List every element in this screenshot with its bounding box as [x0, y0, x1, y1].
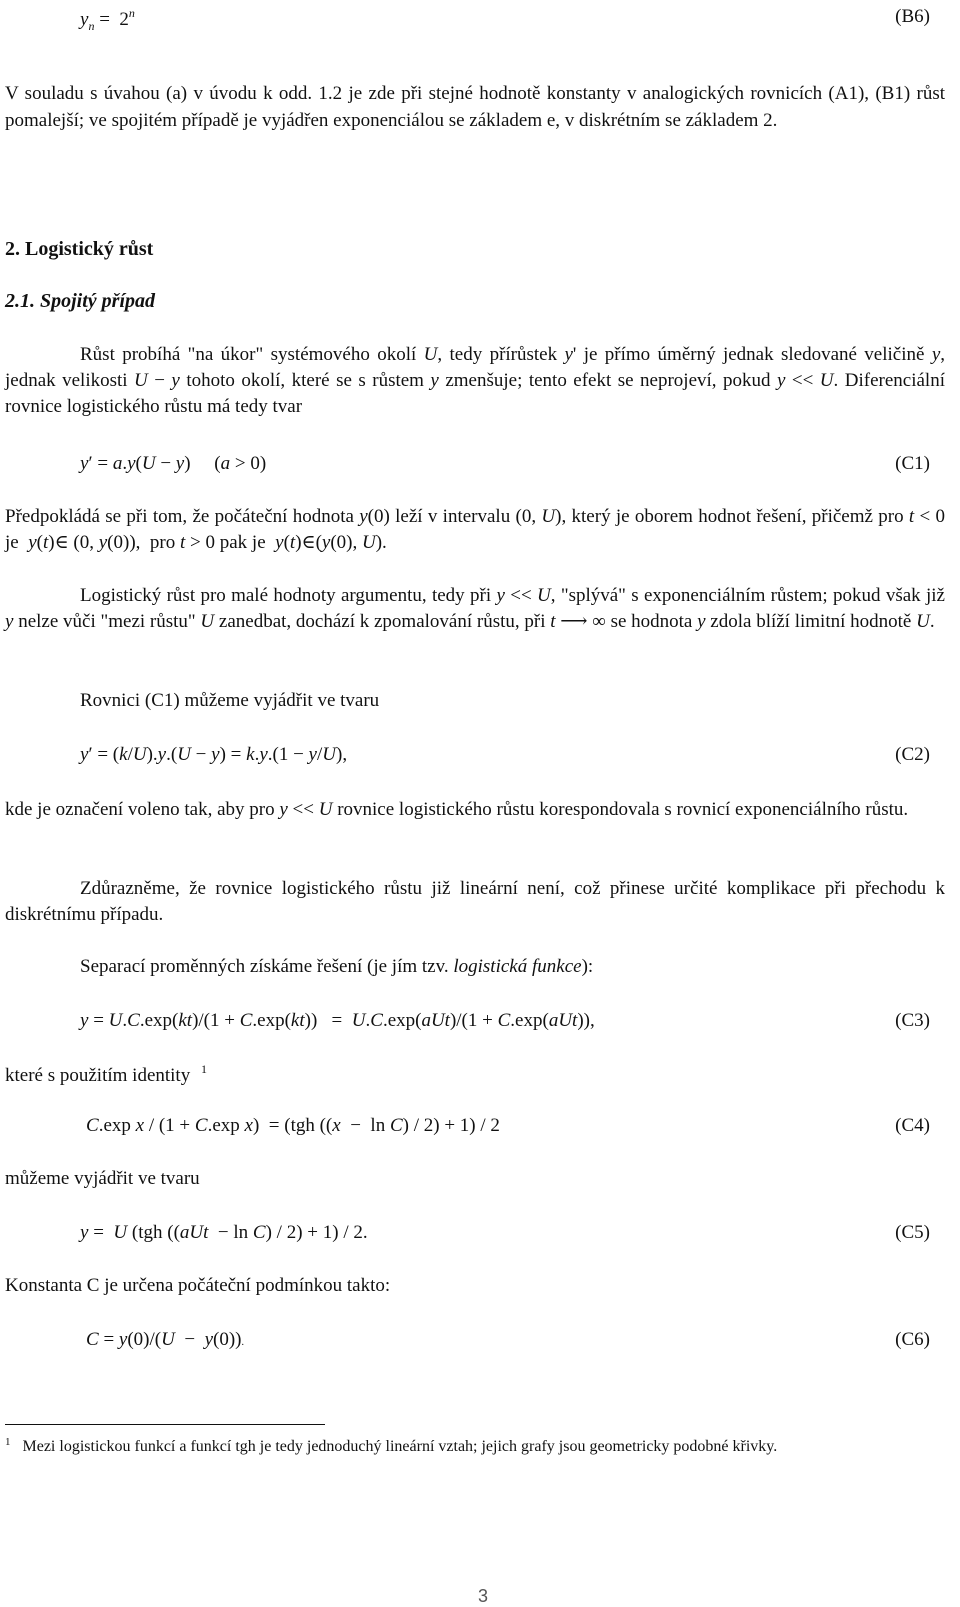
- section-heading: 2. Logistický růst: [5, 238, 154, 260]
- equation-b6: $y_n = 2^n$: [80, 6, 135, 33]
- equation-label-c3: (C3): [895, 1010, 930, 1031]
- footnote-reference: 1: [200, 1062, 207, 1076]
- subsection-heading: 2.1. Spojitý případ: [5, 290, 156, 312]
- equation-label-c2: (C2): [895, 744, 930, 765]
- equation-label-c5: (C5): [895, 1222, 930, 1243]
- c5-intro-text: můžeme vyjádřit ve tvaru: [5, 1168, 200, 1189]
- c4-intro: [5, 1062, 207, 1087]
- paragraph-separation: Separací proměnných získáme řešení (je jím tzv. logistická funkce):: [80, 956, 594, 977]
- equation-label-c1: (C1): [895, 453, 930, 474]
- equation-c3: y = U.C.exp(kt)/(1 + C.exp(kt)) = U.C.exp(aUt)/(1 + C.exp(aUt)),: [80, 1010, 595, 1031]
- footnote: [5, 1430, 935, 1459]
- intro-paragraph: V souladu s úvahou (a) v úvodu k odd. 1.2 je zde při stejné hodnotě konstanty v analogických rovnicích (A1), (B1) růst pomalejší; ve spojitém případě je vyjádřen exponenciálou se základem e, v diskrétním se základem 2.: [5, 83, 945, 131]
- equation-c4: C.exp x / (1 + C.exp x) = (tgh ((x − ln C) / 2) + 1) / 2: [86, 1115, 500, 1136]
- c4-intro-text: které s použitím identity: [5, 1065, 191, 1086]
- equation-label-b6: (B6): [895, 6, 930, 27]
- equation-c6: C = y(0)/(U − y(0)).: [86, 1329, 244, 1350]
- paragraph-initial-condition: Předpokládá se při tom, že počáteční hodnota y(0) leží v intervalu (0, U), který je oborem hodnot řešení, přičemž pro t < 0 je y(t)∈ (0, y(0)), pro t > 0 pak je y(t)∈(y(0), U).: [5, 506, 945, 553]
- equation-label-c6: (C6): [895, 1329, 930, 1350]
- equation-c1: y′ = a.y(U − y) (a > 0): [80, 453, 267, 474]
- equation-c5: y = U (tgh ((aUt − ln C) / 2) + 1) / 2.: [80, 1222, 368, 1243]
- equation-label-c4: (C4): [895, 1115, 930, 1136]
- footnote-text: Mezi logistickou funkcí a funkcí tgh je tedy jednoduchý lineární vztah; jejich grafy jsou geometricky podobné křivky.: [22, 1438, 778, 1456]
- footnote-divider: [5, 1424, 325, 1425]
- c6-intro-text: Konstanta C je určena počáteční podmínkou takto:: [5, 1275, 391, 1296]
- footnote-mark: 1: [5, 1436, 11, 1448]
- paragraph-notation: kde je označení voleno tak, aby pro y << U rovnice logistického růstu korespondovala s rovnicí exponenciálního růstu.: [5, 799, 909, 820]
- paragraph-nonlinear: Zdůrazněme, že rovnice logistického růstu již lineární není, což přinese určité komplikace při přechodu k diskrétnímu případu.: [5, 878, 945, 925]
- paragraph-growth: Růst probíhá "na úkor" systémového okolí U, tedy přírůstek y' je přímo úměrný jednak sledované veličině y, jednak velikosti U − y tohoto okolí, které se s růstem y zmenšuje; tento efekt se neprojeví, pokud y << U. Diferenciální rovnice logistického růstu má tedy tvar: [5, 344, 945, 417]
- page-number: 3: [478, 1586, 489, 1606]
- c2-intro-text: Rovnici (C1) můžeme vyjádřit ve tvaru: [80, 690, 380, 711]
- paragraph-small-values: Logistický růst pro malé hodnoty argumentu, tedy při y << U, "splývá" s exponenciálním růstem; pokud však již y nelze vůči "mezi růstu" U zanedbat, dochází k zpomalování růstu, při t ⟶ ∞ se hodnota y zdola blíží limitní hodnotě U.: [5, 585, 945, 632]
- equation-c2: y′ = (k/U).y.(U − y) = k.y.(1 − y/U),: [80, 744, 348, 765]
